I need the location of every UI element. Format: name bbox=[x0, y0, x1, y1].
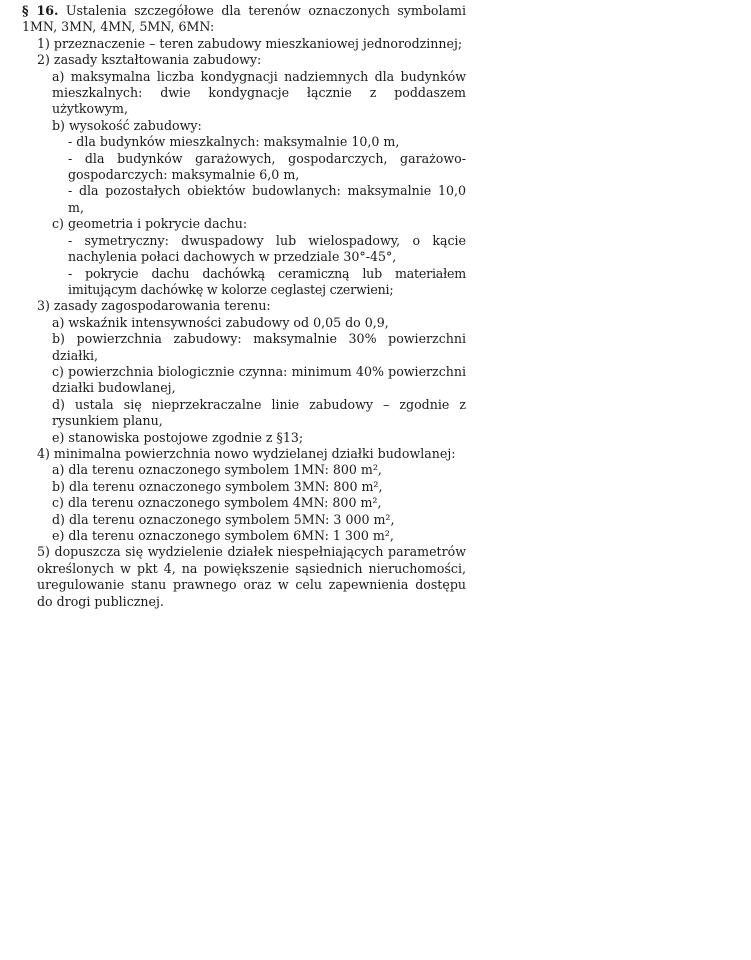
section-number: § 16. bbox=[22, 3, 59, 18]
item-4e-6mn: e) dla terenu oznaczonego symbolem 6MN: 1 300 m², bbox=[52, 528, 394, 543]
item-3-land-development: 3) zasady zagospodarowania terenu: bbox=[37, 298, 271, 314]
document-page bbox=[22, 3, 466, 610]
item-3b-built-area: b) powierzchnia zabudowy: maksymalnie 30% powierzchni działki, bbox=[52, 331, 466, 363]
item-4c-4mn: c) dla terenu oznaczonego symbolem 4MN: 800 m², bbox=[52, 495, 382, 511]
item-3d-building-lines: d) ustala się nieprzekraczalne linie zabudowy – zgodnie z rysunkiem planu, bbox=[52, 396, 466, 429]
item-3e-parking: e) stanowiska postojowe zgodnie z §13; bbox=[52, 429, 304, 445]
section-heading bbox=[22, 3, 466, 36]
item-2c-roof-covering: - pokrycie dachu dachówką ceramiczną lub materiałem imitującym dachówkę w kolorze ceglastej czerwieni; bbox=[68, 265, 466, 297]
item-4d-5mn: d) dla terenu oznaczonego symbolem 5MN: 3 000 m², bbox=[52, 511, 395, 527]
item-5-plot-exceptions: 5) dopuszcza się wydzielenie działek niespełniających parametrów określonych w pkt 4, na powiększenie sąsiednich nieruchomości, uregulowanie stanu prawnego oraz w celu zapewnienia dostępu do drogi publicznej. bbox=[37, 544, 466, 609]
item-4b-3mn: b) dla terenu oznaczonego symbolem 3MN: 800 m², bbox=[52, 478, 383, 494]
item-3a-intensity: a) wskaźnik intensywności zabudowy od 0,05 do 0,9, bbox=[52, 314, 389, 330]
section-heading-text: Ustalenia szczegółowe dla terenów oznaczonych symbolami 1MN, 3MN, 4MN, 5MN, 6MN: bbox=[22, 3, 466, 35]
item-2b-residential-height: - dla budynków mieszkalnych: maksymalnie 10,0 m, bbox=[68, 134, 400, 150]
item-4-min-plot-area: 4) minimalna powierzchnia nowo wydzielanej działki budowlanej: bbox=[37, 445, 456, 461]
item-2a-storeys: a) maksymalna liczba kondygnacji nadziemnych dla budynków mieszkalnych: dwie kondygnacje łącznie z poddaszem użytkowym, bbox=[52, 68, 466, 117]
item-1-land-use: 1) przeznaczenie – teren zabudowy mieszkaniowej jednorodzinnej; bbox=[37, 35, 463, 51]
item-2-building-rules: 2) zasady kształtowania zabudowy: bbox=[37, 52, 262, 68]
item-4a-1mn: a) dla terenu oznaczonego symbolem 1MN: 800 m², bbox=[52, 462, 382, 478]
item-3c-biological-area: c) powierzchnia biologicznie czynna: minimum 40% powierzchni działki budowlanej, bbox=[52, 363, 466, 396]
item-2b-building-height: b) wysokość zabudowy: bbox=[52, 117, 202, 133]
item-2b-other-height: - dla pozostałych obiektów budowlanych: maksymalnie 10,0 m, bbox=[68, 183, 466, 215]
item-2b-garage-height: - dla budynków garażowych, gospodarczych, garażowo-gospodarczych: maksymalnie 6,0 m, bbox=[68, 150, 466, 183]
item-2c-roof: c) geometria i pokrycie dachu: bbox=[52, 216, 248, 232]
item-2c-roof-shape: - symetryczny: dwuspadowy lub wielospadowy, o kącie nachylenia połaci dachowych w przedziale 30°-45°, bbox=[68, 232, 466, 265]
